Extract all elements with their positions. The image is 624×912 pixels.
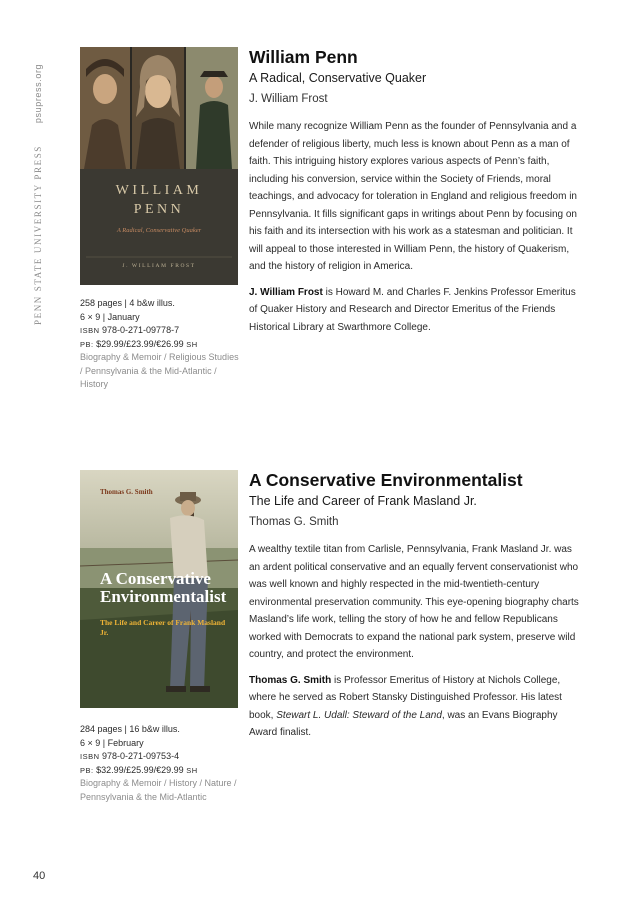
price-value: $32.99/£25.99/€29.99	[93, 764, 187, 775]
price-label: PB:	[80, 339, 94, 349]
cover-title-line-1: WILLIAM	[115, 183, 203, 198]
book-text	[249, 47, 579, 336]
price-suffix: SH	[186, 339, 198, 349]
isbn-value: 978-0-271-09778-7	[99, 325, 180, 335]
page-count: 258 pages | 4 b&w illus.	[80, 298, 175, 308]
book-subtitle: The Life and Career of Frank Masland Jr.	[249, 494, 477, 508]
book-text	[249, 470, 579, 742]
book-title: A Conservative Environmentalist	[249, 470, 523, 490]
book-cover-william-penn	[80, 47, 238, 285]
isbn	[80, 324, 240, 338]
subject-categories: Biography & Memoir / History / Nature / Pennsylvania & the Mid-Atlantic	[80, 778, 237, 802]
cover-portraits-illustration	[80, 47, 238, 285]
subject-categories: Biography & Memoir / Religious Studies / Pennsylvania & the Mid-Atlantic / History	[80, 352, 239, 389]
isbn-label: ISBN	[80, 752, 100, 761]
price-value: $29.99/£23.99/€26.99	[93, 338, 187, 349]
book-description: A wealthy textile titan from Carlisle, Pennsylvania, Frank Masland Jr. was an ardent political conservative and an equally fervent conservationist who was well known and highly respected in the mid-twentieth-century environmental preservation community. This eye-opening biography charts Masland’s life work, telling the story of how he and fellow Republicans worked with Democrats to expand the national park system, preserve wild country, and protect the environment.	[249, 544, 579, 660]
press-name: PENN STATE UNIVERSITY PRESS	[33, 145, 43, 325]
cover-subtitle: A Radical, Conservative Quaker	[116, 227, 202, 234]
book-title: William Penn	[249, 47, 358, 67]
bio-book-title: Stewart L. Udall: Steward of the Land	[276, 709, 442, 721]
bio-text: is Howard M. and Charles F. Jenkins Professor Emeritus of Quaker History and Research and Director Emeritus of the Friends Historical Library at Swarthmore College.	[249, 286, 576, 333]
book-author: Thomas G. Smith	[249, 516, 339, 528]
author-bio	[249, 672, 579, 742]
book-specs	[80, 297, 240, 392]
cover-subtitle: The Life and Career of Frank Masland Jr.	[100, 618, 226, 637]
book-specs	[80, 723, 240, 804]
isbn-label: ISBN	[80, 326, 100, 335]
cover-author: Thomas G. Smith	[100, 488, 153, 496]
book-description: While many recognize William Penn as the founder of Pennsylvania and a defender of religious liberty, much less is known about Penn as a man of faith. This intriguing history explores various aspects of Penn’s faith, including his conversion, service within the Society of Friends, moral teachings, and advocacy for toleration in England and religious freedom in Pennsylvania. It fills significant gaps in writings about Penn by focusing on his faith and its intersection with his work as a statesman and politician. It will appeal to those interested in William Penn, the history of Quakerism, and the history of religion in America.	[249, 121, 577, 272]
bio-text-end: , was an Evans Biography Award finalist.	[249, 709, 558, 738]
press-url: psupress.org	[33, 63, 43, 124]
bio-author-name: J. William Frost	[249, 286, 323, 298]
page-count: 284 pages | 16 b&w illus.	[80, 724, 180, 734]
book-cover-conservative-environmentalist	[80, 470, 238, 708]
book-author: J. William Frost	[249, 93, 328, 105]
price-label: PB:	[80, 765, 94, 775]
page-number: 40	[33, 870, 46, 882]
price	[80, 338, 240, 352]
isbn	[80, 750, 240, 764]
trim-and-date: 6 × 9 | January	[80, 311, 140, 322]
cover-author: J. WILLIAM FROST	[122, 263, 196, 269]
isbn-value: 978-0-271-09753-4	[99, 751, 180, 761]
cover-title: A Conservative Environmentalist	[100, 569, 227, 606]
author-bio	[249, 284, 579, 337]
bio-author-name: Thomas G. Smith	[249, 674, 332, 686]
book-subtitle: A Radical, Conservative Quaker	[249, 71, 427, 85]
trim-and-date: 6 × 9 | February	[80, 737, 144, 748]
price	[80, 764, 240, 778]
bio-text: is Professor Emeritus of History at Nichols College, where he served as Robert Stansky Distinguished Professor. His latest book,	[249, 674, 562, 721]
cover-title-line-2: PENN	[133, 202, 185, 217]
price-suffix: SH	[186, 765, 198, 775]
